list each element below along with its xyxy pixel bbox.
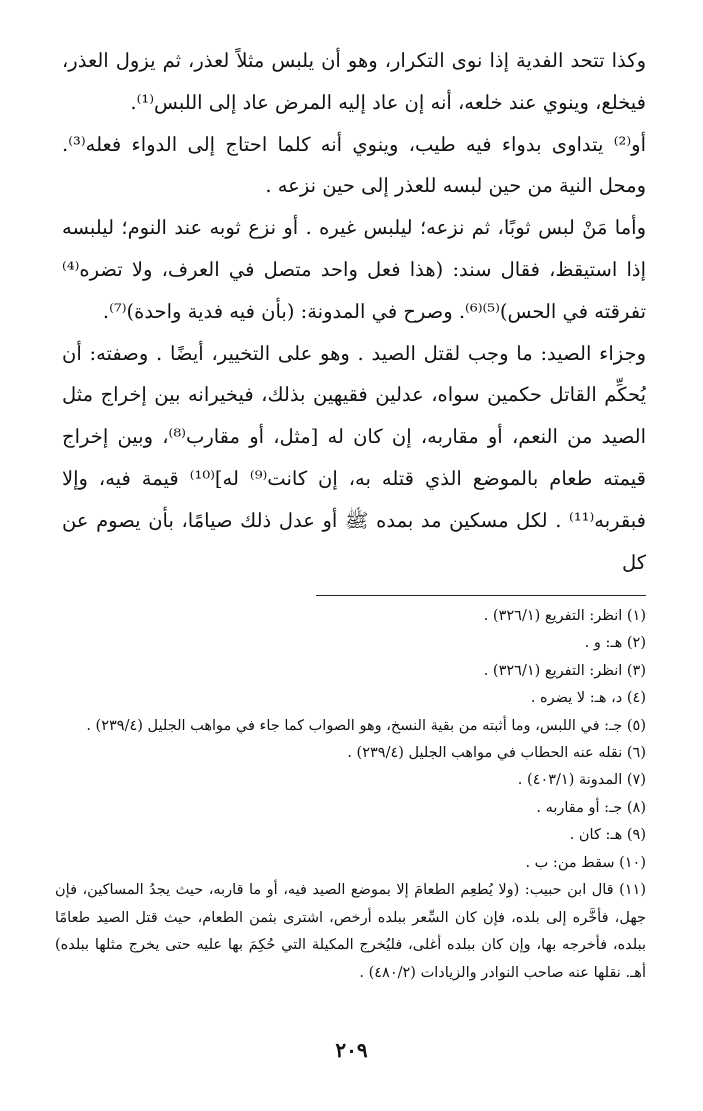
main-text <box>62 40 646 583</box>
footnote-11: (١١) قال ابن حبيب: (ولا يُطعِم الطعامَ إلا بموضع الصيد فيه، أو ما قاربه، حيث يجدُ المساكين، فإن جهل، فأخَّره إلى بلده، فإن كان السِّعر ببلده أرخص، اشترى بثمن الطعام، حيث قتل الصيد طعامًا ببلده، فأخرجه بها، وإن كان ببلده أغلى، فليُخرج المكيلة التي حُكِمَ بها عليه حتى يخرج مثلها ببلده) أهـ. نقلها عنه صاحب النوادر والزيادات (٤٨٠/٢) . <box>55 882 646 981</box>
paragraph-1: وكذا تتحد الفدية إذا نوى التكرار، وهو أن يلبس مثلاً لعذر، ثم يزول العذر، فيخلع، وينوي عند خلعه، أنه إن عاد إليه المرض عاد إلى اللبس⁽¹⁾. <box>62 49 646 114</box>
footnote-7: (٧) المدونة (٤٠٣/١) . <box>517 772 646 789</box>
footnote-divider <box>316 595 646 596</box>
footnote-8: (٨) جـ: أو مقاربه . <box>536 799 646 816</box>
paragraph-2: أو⁽²⁾ يتداوى بدواء فيه طيب، وينوي أنه كلما احتاج إلى الدواء فعله⁽³⁾. ومحل النية من حين لبسه للعذر إلى حين نزعه . <box>62 132 646 198</box>
footnotes <box>55 603 646 987</box>
footnote-9: (٩) هـ: كان . <box>569 827 646 844</box>
paragraph-3: وأما مَنْ لبس ثوبًا، ثم نزعه؛ ليلبس غيره . أو نزع ثوبه عند النوم؛ ليلبسه إذا استيقظ، فقال سند: (هذا فعل واحد متصل في العرف، ولا تضره⁽⁴⁾ تفرقته في الحس)⁽⁵⁾⁽⁶⁾. وصرح في المدونة: (بأن فيه فدية واحدة)⁽⁷⁾. <box>62 216 646 323</box>
footnote-4: (٤) د، هـ: لا يضره . <box>530 690 646 707</box>
page-number: ٢٠٩ <box>335 1038 368 1062</box>
footnote-2: (٢) هـ: و . <box>584 635 646 652</box>
footnote-3: (٣) انظر: التفريع (٣٢٦/١) . <box>483 662 646 679</box>
footnote-1: (١) انظر: التفريع (٣٢٦/١) . <box>483 608 646 624</box>
footnote-10: (١٠) سقط من: ب . <box>525 854 646 871</box>
footnote-5: (٥) جـ: في اللبس، وما أثبته من بقية النسخ، وهو الصواب كما جاء في مواهب الجليل (٢٣٩/٤) . <box>86 717 646 734</box>
paragraph-4: وجزاء الصيد: ما وجب لقتل الصيد . وهو على التخيير، أيضًا . وصفته: أن يُحكِّم القاتل حكمين سواه، عدلين فقيهين بذلك، فيخيرانه بين إخراج مثل الصيد من النعم، أو مقاربه، إن كان له [مثل، أو مقارب⁽⁸⁾، وبين إخراج قيمته طعام بالموضع الذي قتله به، إن كانت⁽⁹⁾ له]⁽¹⁰⁾ قيمة فيه، وإلا فبقربه⁽¹¹⁾ . لكل مسكين مد بمده ﷺ أو عدل ذلك صيامًا، بأن يصوم عن كل <box>62 341 647 574</box>
footnote-6: (٦) نقله عنه الحطاب في مواهب الجليل (٢٣٩/٤) . <box>347 745 646 762</box>
